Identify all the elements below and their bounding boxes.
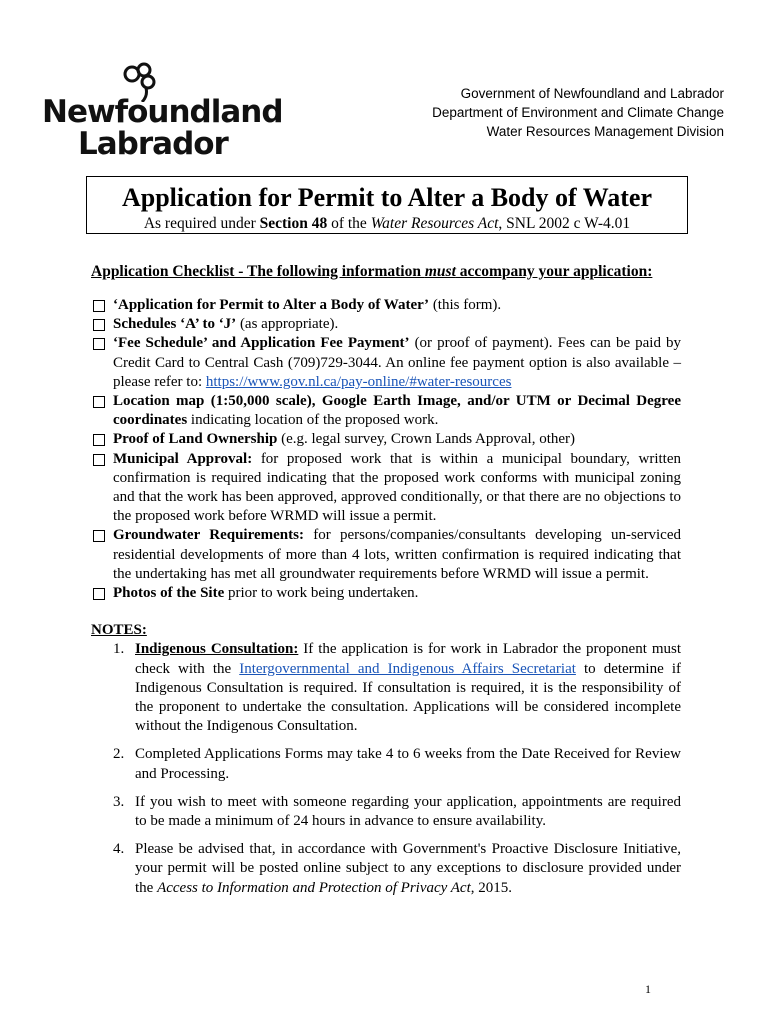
checkbox[interactable]	[93, 300, 105, 312]
secretariat-link[interactable]: Intergovernmental and Indigenous Affairs Secretariat	[239, 660, 576, 677]
page-title: Application for Permit to Alter a Body of Water	[121, 183, 653, 212]
checkbox[interactable]	[93, 454, 105, 466]
subtitle-prefix: As required under	[143, 215, 260, 232]
note-text: to determine if Indigenous Consultation is required. If consultation is required, it is the responsibility of the proponent to undertake the consultation. Applications will be considered incomplete without the Indigenous Consultation.	[135, 660, 681, 735]
checkbox[interactable]	[93, 338, 105, 350]
note-number: 1.	[113, 641, 125, 658]
note-text: If you wish to meet with someone regarding your application, appointments are required to be made a minimum of 24 hours in advance to ensure availability.	[135, 793, 681, 830]
checklist-item	[91, 450, 681, 527]
checklist-item	[91, 526, 681, 584]
fee-payment-link[interactable]: https://www.gov.nl.ca/pay-online/#water-resources	[205, 373, 512, 390]
subtitle-act: Water Resources Act	[370, 215, 499, 232]
item-text: (this form).	[429, 297, 502, 313]
checklist-item	[91, 334, 681, 392]
page-number: 1	[645, 982, 651, 996]
item-bold: Location map (1:50,000 scale), Google Earth Image, and/or UTM or Decimal Degree coordinates	[113, 393, 681, 429]
note-item	[91, 745, 681, 783]
checklist-heading-a: Application Checklist - The following information	[91, 263, 425, 280]
department-header	[432, 84, 724, 141]
item-text: indicating location of the proposed work.	[187, 412, 439, 429]
note-number: 2.	[113, 746, 125, 763]
note-item	[91, 793, 681, 831]
item-text: prior to work being undertaken.	[224, 585, 419, 602]
note-bold: Indigenous Consultation:	[135, 641, 299, 658]
subtitle-suffix: , SNL 2002 c W-4.01	[498, 215, 631, 232]
checkbox[interactable]	[93, 319, 105, 331]
note-number: 4.	[113, 841, 125, 858]
item-bold: ‘Fee Schedule’ and Application Fee Payment’	[113, 335, 410, 352]
checkbox[interactable]	[93, 396, 105, 408]
checklist-item	[91, 296, 681, 315]
header-government: Government of Newfoundland and Labrador	[460, 86, 724, 101]
checklist-heading-b: accompany your application:	[455, 263, 653, 280]
checkbox[interactable]	[93, 588, 105, 600]
checklist-heading-must: must	[424, 263, 456, 280]
logo-word-newfoundland: Newfoundland	[42, 94, 283, 130]
note-act: Access to Information and Protection of Privacy Act	[157, 879, 471, 896]
notes-heading: NOTES:	[91, 622, 147, 639]
note-text: , 2015.	[470, 879, 513, 896]
item-text: (as appropriate).	[236, 316, 339, 333]
government-logo	[40, 62, 283, 162]
main-content	[91, 262, 681, 907]
note-number: 3.	[113, 793, 125, 810]
subtitle-section: Section 48	[259, 215, 328, 232]
note-item	[91, 640, 681, 736]
item-text: (e.g. legal survey, Crown Lands Approval, other)	[277, 431, 576, 448]
note-text: Please be advised that, in accordance with Government's Proactive Disclosure Initiative, your permit will be posted online subject to any exceptions to disclosure provided under the	[135, 841, 681, 896]
note-text: If the application is for work in Labrador the proponent must check with the	[135, 641, 681, 677]
item-text: for persons/companies/consultants developing un-serviced residential developments of more than 4 lots, written confirmation is required indicating that the undertaking has met all groundwater requirements before WRMD will issue a permit.	[113, 527, 681, 582]
item-bold: ‘Application for Permit to Alter a Body of Water’	[113, 297, 430, 313]
page-subtitle	[87, 215, 687, 233]
checklist	[91, 296, 681, 603]
checklist-item	[91, 315, 681, 334]
checkbox[interactable]	[93, 530, 105, 542]
title-box	[86, 176, 688, 234]
item-bold: Schedules ‘A’ to ‘J’	[113, 316, 237, 333]
checkbox[interactable]	[93, 434, 105, 446]
header-department: Department of Environment and Climate Change	[432, 105, 724, 120]
item-bold: Photos of the Site	[113, 585, 225, 602]
checklist-item	[91, 584, 681, 603]
notes-list	[91, 640, 681, 897]
subtitle-mid: of the	[327, 215, 371, 232]
header-division: Water Resources Management Division	[486, 124, 724, 139]
checklist-item	[91, 430, 681, 449]
note-text: Completed Applications Forms may take 4 to 6 weeks from the Date Received for Review and Processing.	[135, 746, 681, 782]
item-bold: Proof of Land Ownership	[113, 431, 278, 448]
item-text: for proposed work that is within a municipal boundary, written confirmation is required indicating that the proposed work conforms with municipal zoning and that the work has been approved, approved conditionally, or that there are no objections to the proposed work before WRMD will issue a permit.	[113, 450, 681, 525]
note-item	[91, 840, 681, 898]
item-text: (or proof of payment). Fees can be paid by Credit Card to Central Cash (709)729-3044. An online fee payment option is also available – please refer to:	[113, 335, 681, 390]
checklist-heading	[91, 262, 681, 282]
logo-word-labrador: Labrador	[78, 126, 228, 162]
checklist-item	[91, 392, 681, 430]
item-bold: Municipal Approval:	[113, 450, 253, 467]
item-bold: Groundwater Requirements:	[113, 527, 304, 544]
